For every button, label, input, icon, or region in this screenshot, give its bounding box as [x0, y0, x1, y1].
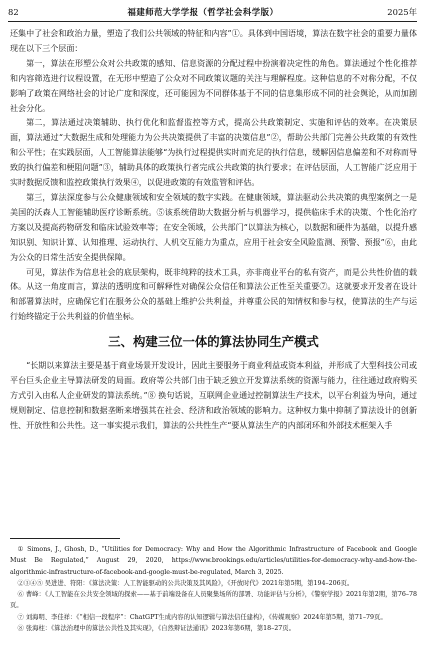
footnote-6: ⑥ 曹峰：《人工智能在公共安全领域的探索——基于前端设备在人员聚集场所的部署、功能评估与分析》，《警察学报》2021年第2期，第76–78页。 [10, 591, 417, 610]
footnote-1: ① Simons, J., Ghosh, D., “Utilities for Democracy: Why and How the Algorithmic Infrastructure of Facebook and Google Must Be Regulated,” August 29, 2020, https://www.brookings.edu/articles/utilities-for-democracy-why-and-how-the-algorithmic-infrastructure-of-facebook-and-google-must-be-regulated, March 3, 2025. [10, 546, 417, 576]
paragraph-continuation: 还集中了社会和政治力量，塑造了我们公共领域的特征和内容”①。具体到中国语境，算法在数字社会的重要力量体现在以下三个层面： [10, 29, 417, 53]
paragraph-first-point: 第一，算法在形塑公众对公共政策的感知、信息资源的分配过程中扮演着决定性的角色。算法通过个性化推荐和内容筛选进行议程设置，在无形中塑造了公众对不同政策议题的关注与理解程度。这种信息的不对称分配，不仅影响了政策在网络社会的讨论广度和深度，还可能因为不同群体基于不同的信息集形成不同的社会舆论，从而加剧社会分化。 [10, 58, 417, 113]
footnote-2-5: ②③④⑤ 吴进进、符阳：《算法决策：人工智能驱动的公共决策及其风险》，《开放时代》2021年第5期，第194–206页。 [17, 579, 354, 587]
paragraph-summary: 可见，算法作为信息社会的底层架构，既非纯粹的技术工具，亦非商业平台的私有资产，而是公共性价值的载体。从这一角度而言，算法的透明度和可解释性对确保公众信任和算法公正性至关重要⑦。这就要求开发者在设计和部署算法时，应确保它们在服务公众的基础上维护公共利益，并尊重公民的知情权和参与权，使算法的生产与运行始终锚定于公共利益的价值坐标。 [10, 267, 417, 322]
footnote-7: ⑦ 刘海明、李佳祥：《“相信一段程序”：ChatGPT生成内容的认知逻辑与算法信任建构》，《传媒观察》2024年第5期，第71–79页。 [17, 613, 387, 621]
footnote-8: ⑧ 张海柱：《算法治理中的算法公共性及其实现》，《自然辩证法通讯》2023年第6期，第18–27页。 [17, 625, 295, 633]
paragraph-section-intro: “长期以来算法主要是基于商业场景开发设计，因此主要服务于商业利益或资本利益，并形成了大型科技公司或平台巨头企业主导算法研发的局面。政府等公共部门由于缺乏独立开发算法系统的资源与能力，往往通过政府购买方式引入由私人企业研发的算法系统。”⑧ 换句话说，互联网企业通过控制算法生产技术，以平台利益为导向，通过规则制定、信息控制和数据垄断来增强其在社会、经济和政治领域的影响力。这种权力集中抑制了算法设计的创新性、开放性和公共性。这一事实提示我们，算法的公共性生产“要从算法生产的内部闭环和外部技术框架入手 [10, 361, 417, 430]
footnote-divider [10, 538, 120, 539]
journal-title: 福建师范大学学报（哲学社会科学版） [127, 7, 279, 17]
section-title: 三、构建三位一体的算法协同生产模式 [108, 334, 319, 350]
publication-year: 2025年 [387, 7, 417, 17]
paragraph-third-point: 第三，算法深度参与公众健康领域和安全领域的数字实践。在健康领域，算法驱动公共决策的典型案例之一是美国的沃森人工智能辅助医疗诊断系统。⑤该系统借助大数据分析与机器学习，提供临床手术的决策、个性化治疗方案以及提高药物研发和临床试验效率等；在安全领域，公共部门“以算法为核心，以数据和硬件为基础，以提升感知识别、知识计算、认知推理、运动执行、人机交互能力为重点，应用于社会安全风险监测、预警、预报”⑥，由此为公众的日常生活安全提供保障。 [10, 192, 417, 262]
page-header [8, 3, 417, 22]
body-text [10, 27, 417, 434]
paragraph-second-point: 第二，算法通过决策辅助、执行优化和监督监控等方式，提高公共政策制定、实施和评估的效率。在决策层面，算法通过“大数据生成和处理能力为公共决策提供了丰富的决策信息”②，帮助公共部门完善公共政策的有效性和公平性；在实践层面，人工智能算法能够“为执行过程提供实时而充足的执行信息，缓解因信息偏差和不对称而导致的执行偏差和梗阻问题”③，辅助具体的政策执行者完成公共政策的执行要求；在评估层面，人工智能广泛应用于实时数据反馈和监控政策执行效果④，以促进政策的有效监管和评估。 [10, 118, 417, 188]
page-number: 82 [8, 7, 19, 17]
footnotes [10, 544, 417, 634]
